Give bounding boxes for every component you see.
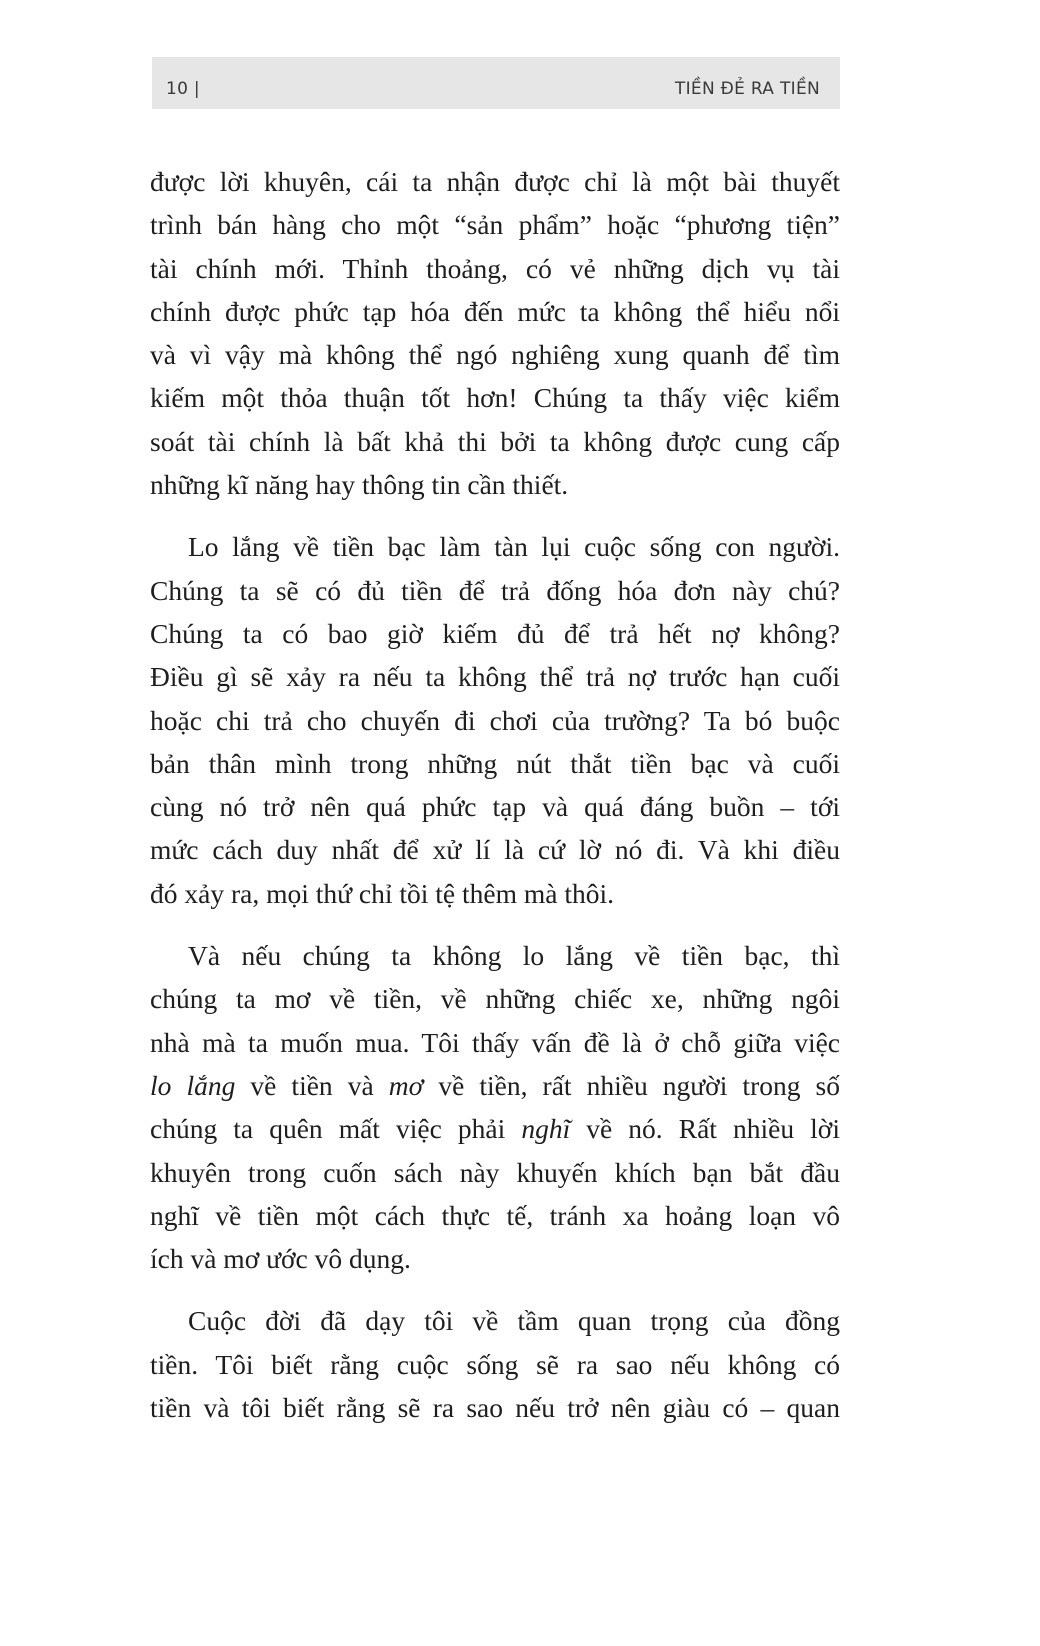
text-line <box>150 1107 840 1150</box>
text-line: hoặc chi trả cho chuyến đi chơi của trường? Ta bó buộc <box>150 704 840 736</box>
text-line: được lời khuyên, cái ta nhận được chỉ là một bài thuyết <box>150 166 840 197</box>
text-line: Và nếu chúng ta không lo lắng về tiền bạc, thì <box>188 940 840 972</box>
emphasis-text: mơ <box>388 1069 424 1101</box>
text-line: chúng ta mơ về tiền, về những chiếc xe, những ngôi <box>150 983 840 1015</box>
text-line: Chúng ta sẽ có đủ tiền để trả đống hóa đơn này chú? <box>150 574 840 606</box>
text-line: tiền. Tôi biết rằng cuộc sống sẽ ra sao nếu không có <box>150 1348 840 1380</box>
text-line: soát tài chính là bất khả thi bởi ta không được cung cấp <box>150 425 840 457</box>
text-line: Lo lắng về tiền bạc làm tàn lụi cuộc sống con người. <box>188 531 840 563</box>
text-line: nghĩ về tiền một cách thực tế, tránh xa hoảng loạn vô <box>150 1199 840 1231</box>
text-line: và vì vậy mà không thể ngó nghiêng xung quanh để tìm <box>150 339 840 371</box>
text-line: trình bán hàng cho một “sản phẩm” hoặc “phương tiện” <box>150 209 840 241</box>
emphasis-text: nghĩ <box>521 1113 571 1145</box>
emphasis-text: lo lắng <box>150 1069 236 1101</box>
paragraph-3 <box>150 934 840 1280</box>
text-line: khuyên trong cuốn sách này khuyến khích bạn bắt đầu <box>150 1156 840 1188</box>
page-number: 10 | <box>166 79 200 99</box>
text-line: Điều gì sẽ xảy ra nếu ta không thể trả nợ trước hạn cuối <box>150 661 840 693</box>
text-line: kiếm một thỏa thuận tốt hơn! Chúng ta thấy việc kiểm <box>150 382 840 414</box>
text-run: về tiền và <box>235 1069 389 1101</box>
text-run: chúng ta quên mất việc phải <box>150 1113 522 1145</box>
text-line: đó xảy ra, mọi thứ chỉ tồi tệ thêm mà thôi. <box>150 877 614 909</box>
running-header <box>152 57 840 109</box>
text-line: ích và mơ ước vô dụng. <box>150 1243 411 1275</box>
text-run: về nó. Rất nhiều lời <box>570 1113 840 1145</box>
book-title: TIỀN ĐẺ RA TIỀN <box>674 79 820 99</box>
text-line: những kĩ năng hay thông tin cần thiết. <box>150 469 569 501</box>
paragraph-4 <box>150 1299 840 1429</box>
text-line: nhà mà ta muốn mua. Tôi thấy vấn đề là ở chỗ giữa việc <box>150 1026 840 1058</box>
paragraph-2 <box>150 525 840 915</box>
text-line: tiền và tôi biết rằng sẽ ra sao nếu trở nên giàu có – quan <box>150 1392 840 1424</box>
paragraph-1 <box>150 160 840 506</box>
text-line: tài chính mới. Thỉnh thoảng, có vẻ những dịch vụ tài <box>150 252 840 284</box>
text-line: cùng nó trở nên quá phức tạp và quá đáng buồn – tới <box>150 791 840 823</box>
text-line: Chúng ta có bao giờ kiếm đủ để trả hết nợ không? <box>150 617 840 649</box>
text-line: mức cách duy nhất để xử lí là cứ lờ nó đi. Và khi điều <box>150 834 840 866</box>
text-run: về tiền, rất nhiều người trong số <box>423 1069 840 1101</box>
text-line: bản thân mình trong những nút thắt tiền bạc và cuối <box>150 747 840 779</box>
text-line: chính được phức tạp hóa đến mức ta không thể hiểu nổi <box>150 295 840 327</box>
text-line: Cuộc đời đã dạy tôi về tầm quan trọng của đồng <box>188 1305 840 1337</box>
body-text <box>150 160 840 1429</box>
text-line <box>150 1064 840 1107</box>
